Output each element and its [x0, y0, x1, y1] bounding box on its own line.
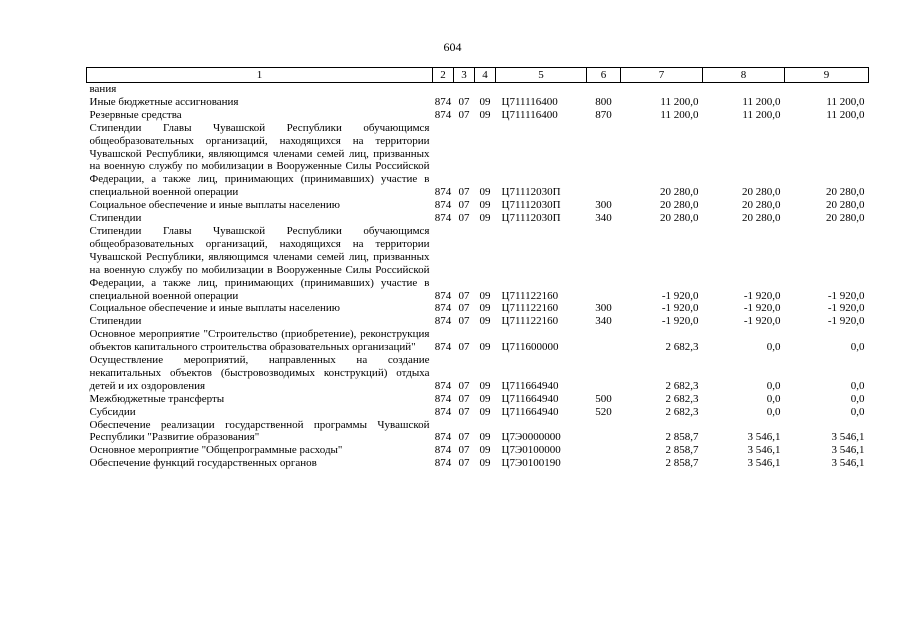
row-amount-col9: 0,0	[850, 341, 865, 354]
row-amount-col7: 2 682,3	[665, 405, 699, 418]
row-amount-col8	[703, 83, 785, 96]
row-subsection-code: 09	[479, 379, 491, 392]
row-section-code: 07	[458, 302, 470, 315]
row-section-code: 07	[458, 341, 470, 354]
row-amount-col8: 3 546,1	[747, 431, 781, 444]
row-section-code: 07	[458, 379, 470, 392]
header-cell: 5	[496, 68, 587, 83]
row-amount-col7: -1 920,0	[661, 289, 699, 302]
row-name: Обеспечение функций государственных органов	[89, 457, 317, 470]
row-target-article: Ц71112030П	[501, 186, 561, 199]
table-row	[87, 354, 869, 393]
row-target-article: Ц711664940	[501, 405, 559, 418]
row-subsection-code: 09	[479, 108, 491, 121]
row-amount-col7: 2 858,7	[665, 457, 699, 470]
row-name: Стипендии	[89, 212, 142, 225]
row-name: Основное мероприятие "Строительство (приобретение), реконструкция объектов капитального строительства образовательных организаций"	[89, 328, 430, 354]
row-gr-code: 874	[434, 186, 452, 199]
row-expense-type	[587, 354, 621, 393]
row-amount-col9: -1 920,0	[827, 289, 865, 302]
header-cell: 7	[621, 68, 703, 83]
row-amount-col7: 20 280,0	[660, 199, 699, 212]
row-name: Обеспечение реализации государственной программы Чувашской Республики "Развитие образования"	[89, 418, 430, 444]
row-gr-code: 874	[434, 457, 452, 470]
row-amount-col8: 20 280,0	[742, 212, 781, 225]
row-amount-col7: 20 280,0	[660, 186, 699, 199]
row-name: Стипендии	[89, 315, 142, 328]
row-amount-col7: 2 858,7	[665, 431, 699, 444]
row-target-article: Ц711664940	[501, 379, 559, 392]
row-gr-code: 874	[434, 431, 452, 444]
row-amount-col9: 0,0	[850, 392, 865, 405]
row-gr-code: 874	[434, 379, 452, 392]
row-subsection-code: 09	[479, 431, 491, 444]
row-amount-col9: 11 200,0	[826, 95, 865, 108]
table-row	[87, 225, 869, 302]
row-subsection-code: 09	[479, 186, 491, 199]
row-gr-code: 874	[434, 444, 452, 457]
row-amount-col8: 0,0	[766, 341, 781, 354]
row-expense-type: 800	[595, 95, 612, 108]
header-cell: 8	[703, 68, 785, 83]
table-row	[87, 122, 869, 199]
row-amount-col8: 3 546,1	[747, 457, 781, 470]
table-row	[87, 96, 869, 109]
row-section-code: 07	[458, 315, 470, 328]
table-row	[87, 406, 869, 419]
row-amount-col8: 0,0	[766, 379, 781, 392]
row-target-article: Ц71112030П	[501, 199, 561, 212]
row-gr-code: 874	[434, 315, 452, 328]
budget-table	[86, 67, 869, 470]
row-name: Иные бюджетные ассигнования	[89, 95, 239, 108]
row-name: Субсидии	[89, 405, 136, 418]
header-row	[87, 68, 869, 83]
row-amount-col8: 11 200,0	[742, 108, 781, 121]
row-target-article: Ц7Э0100190	[501, 457, 561, 470]
table-row	[87, 302, 869, 315]
row-amount-col9: 3 546,1	[831, 431, 865, 444]
row-amount-col8: 20 280,0	[742, 199, 781, 212]
row-name: Социальное обеспечение и иные выплаты населению	[89, 199, 341, 212]
row-amount-col8: 11 200,0	[742, 95, 781, 108]
row-expense-type	[587, 83, 621, 96]
row-target-article: Ц711116400	[501, 95, 558, 108]
row-gr-code: 874	[434, 392, 452, 405]
row-amount-col9: 11 200,0	[826, 108, 865, 121]
row-target-article: Ц711122160	[501, 289, 559, 302]
row-amount-col9: 20 280,0	[826, 186, 865, 199]
row-amount-col7: 11 200,0	[660, 95, 699, 108]
table-row	[87, 393, 869, 406]
header-cell: 6	[587, 68, 621, 83]
table-row	[87, 444, 869, 457]
header-cell: 9	[785, 68, 869, 83]
row-gr-code: 874	[434, 199, 452, 212]
row-amount-col7: 2 858,7	[665, 444, 699, 457]
row-amount-col8: 0,0	[766, 405, 781, 418]
row-target-article: Ц711664940	[501, 392, 559, 405]
row-expense-type: 340	[595, 315, 612, 328]
row-amount-col8: -1 920,0	[743, 315, 781, 328]
row-subsection-code: 09	[479, 302, 491, 315]
row-name: Осуществление мероприятий, направленных на создание некапитальных объектов (быстровозводимых конструкций) отдыха детей и их оздоровления	[89, 354, 430, 392]
row-target-article: Ц711122160	[501, 315, 559, 328]
row-section-code: 07	[458, 289, 470, 302]
row-amount-col7: 11 200,0	[660, 108, 699, 121]
header-cell: 3	[454, 68, 475, 83]
row-section-code: 07	[458, 405, 470, 418]
row-amount-col7: 2 682,3	[665, 392, 699, 405]
row-subsection-code: 09	[479, 95, 491, 108]
row-expense-type: 520	[595, 405, 612, 418]
row-target-article: Ц711122160	[501, 302, 559, 315]
row-amount-col8: 0,0	[766, 392, 781, 405]
row-amount-col9: 20 280,0	[826, 199, 865, 212]
row-subsection-code: 09	[479, 392, 491, 405]
row-amount-col7: -1 920,0	[661, 315, 699, 328]
row-target-article: Ц7Э0100000	[501, 444, 561, 457]
row-subsection-code: 09	[479, 444, 491, 457]
row-gr-code: 874	[434, 302, 452, 315]
row-amount-col8: -1 920,0	[743, 302, 781, 315]
row-target-article: Ц7Э0000000	[501, 431, 561, 444]
table-row	[87, 457, 869, 470]
row-amount-col9: 0,0	[850, 405, 865, 418]
row-section-code: 07	[458, 212, 470, 225]
row-target-article: Ц711600000	[501, 341, 559, 354]
row-section-code: 07	[458, 392, 470, 405]
row-target-article: Ц71112030П	[501, 212, 561, 225]
row-subsection-code: 09	[479, 405, 491, 418]
row-amount-col8: 3 546,1	[747, 444, 781, 457]
row-subsection-code: 09	[479, 289, 491, 302]
header-cell: 1	[87, 68, 433, 83]
table-row	[87, 83, 869, 96]
row-amount-col9	[785, 83, 869, 96]
row-amount-col7: 2 682,3	[665, 341, 699, 354]
row-expense-type	[587, 122, 621, 199]
row-gr-code: 874	[434, 341, 452, 354]
row-target-article: Ц711116400	[501, 108, 558, 121]
row-expense-type: 300	[595, 302, 612, 315]
page-number: 604	[443, 40, 462, 54]
row-expense-type	[587, 328, 621, 354]
row-expense-type	[587, 225, 621, 302]
row-section-code: 07	[458, 431, 470, 444]
row-subsection-code: 09	[479, 199, 491, 212]
row-gr-code: 874	[434, 108, 452, 121]
row-gr-code: 874	[434, 95, 452, 108]
row-section-code	[454, 83, 475, 96]
row-expense-type: 500	[595, 392, 612, 405]
row-subsection-code: 09	[479, 315, 491, 328]
row-expense-type	[587, 419, 621, 445]
row-amount-col9: 3 546,1	[831, 457, 865, 470]
row-name: Резервные средства	[89, 108, 182, 121]
row-section-code: 07	[458, 457, 470, 470]
table-row	[87, 109, 869, 122]
row-name: вания	[89, 83, 117, 95]
row-expense-type: 300	[595, 199, 612, 212]
row-subsection-code: 09	[479, 212, 491, 225]
row-amount-col7: 2 682,3	[665, 379, 699, 392]
row-amount-col9: -1 920,0	[827, 315, 865, 328]
row-expense-type	[587, 444, 621, 457]
row-name: Межбюджетные трансферты	[89, 392, 225, 405]
row-gr-code: 874	[434, 212, 452, 225]
row-section-code: 07	[458, 444, 470, 457]
row-subsection-code: 09	[479, 457, 491, 470]
row-amount-col9: -1 920,0	[827, 302, 865, 315]
row-section-code: 07	[458, 186, 470, 199]
row-amount-col9: 3 546,1	[831, 444, 865, 457]
row-gr-code: 874	[434, 405, 452, 418]
row-amount-col9: 0,0	[850, 379, 865, 392]
row-name: Основное мероприятие "Общепрограммные расходы"	[89, 444, 343, 457]
header-cell: 2	[433, 68, 454, 83]
row-amount-col8: 20 280,0	[742, 186, 781, 199]
row-section-code: 07	[458, 199, 470, 212]
row-gr-code	[433, 83, 454, 96]
row-amount-col7	[621, 83, 703, 96]
table-row	[87, 212, 869, 225]
row-amount-col9: 20 280,0	[826, 212, 865, 225]
row-name: Стипендии Главы Чувашской Республики обучающимся общеобразовательных организаций, находящихся на территории Чувашской Республики, являющимся членами семей лиц, призванных на военную службу по мобилизации в Вооруженные Силы Российской Федерации, а также лиц, принимающих (принимавших) участие в специальной военной операции	[89, 121, 430, 199]
header-cell: 4	[475, 68, 496, 83]
row-amount-col7: 20 280,0	[660, 212, 699, 225]
table-row	[87, 419, 869, 445]
table-row	[87, 199, 869, 212]
row-name: Социальное обеспечение и иные выплаты населению	[89, 302, 341, 315]
row-expense-type	[587, 457, 621, 470]
row-gr-code: 874	[434, 289, 452, 302]
row-target-article	[496, 83, 587, 96]
row-expense-type: 870	[595, 108, 612, 121]
table-row	[87, 315, 869, 328]
row-amount-col7: -1 920,0	[661, 302, 699, 315]
row-section-code: 07	[458, 108, 470, 121]
table-row	[87, 328, 869, 354]
row-expense-type: 340	[595, 212, 612, 225]
row-amount-col8: -1 920,0	[743, 289, 781, 302]
row-name: Стипендии Главы Чувашской Республики обучающимся общеобразовательных организаций, находящихся на территории Чувашской Республики, являющимся членами семей лиц, призванных на военную службу по мобилизации в Вооруженные Силы Российской Федерации, а также лиц, принимающих (принимавших) участие в специальной военной операции	[89, 224, 430, 302]
row-section-code: 07	[458, 95, 470, 108]
row-subsection-code: 09	[479, 341, 491, 354]
row-subsection-code	[475, 83, 496, 96]
